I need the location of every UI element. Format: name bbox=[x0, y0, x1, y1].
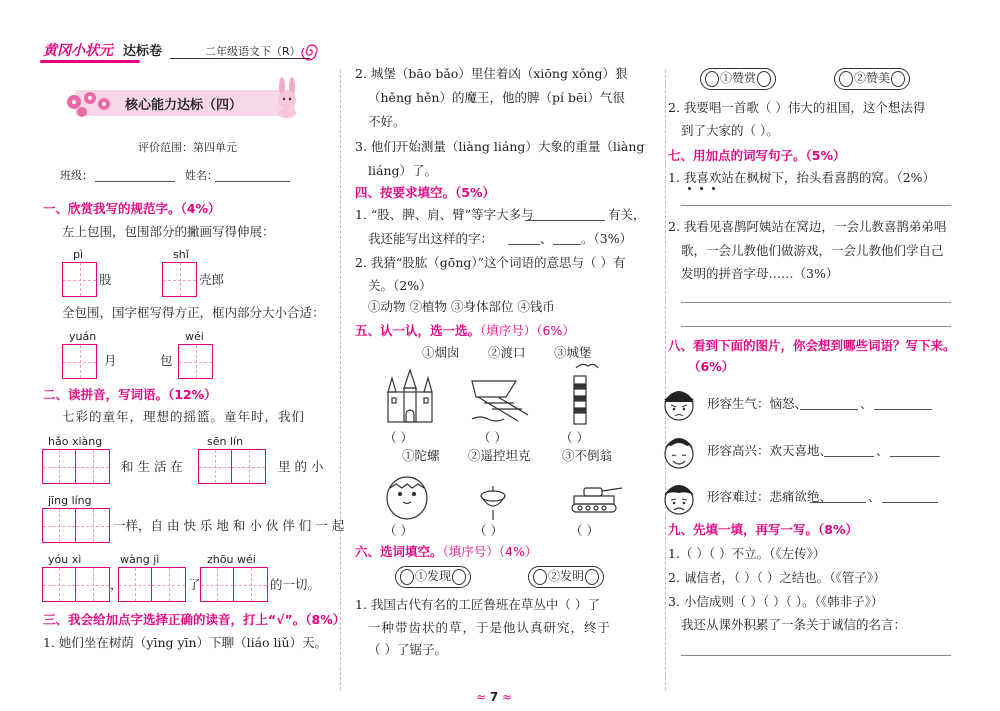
s7-q1: 1. 我喜欢站在枫树下，抬头看喜鹊的窝。（2%） bbox=[668, 170, 935, 185]
s8-blank-1b[interactable] bbox=[874, 409, 932, 410]
spiral-icon bbox=[300, 40, 322, 62]
s7-q2-answer-line-2[interactable] bbox=[681, 326, 951, 327]
s5-row2-blank-2[interactable]: （ ） bbox=[474, 523, 503, 538]
s1-pinyin-2: shǐ bbox=[173, 248, 189, 261]
s9-q2: 2. 诚信者，（ ）（ ）之结也。（《管子》） bbox=[668, 570, 886, 585]
header-rule bbox=[170, 58, 310, 59]
s8-blank-3b[interactable] bbox=[882, 502, 938, 503]
section-4-title: 四、按要求填空。（5%） bbox=[355, 185, 495, 200]
name-label: 姓名： bbox=[185, 169, 218, 182]
s2-mid2: 里 的 小 bbox=[278, 459, 324, 474]
s2-pinyin-5: wàng jì bbox=[120, 553, 160, 566]
s8-prompt-1: 形容生气：恼怒、 bbox=[707, 396, 808, 411]
r-q2a: 2. 我要唱一首歌（ ）伟大的祖国，这个想法得 bbox=[668, 100, 926, 115]
class-label: 班级： bbox=[60, 169, 93, 182]
section-7-title: 七、用加点的词写句子。（5%） bbox=[668, 148, 846, 163]
s1-pinyin-4: wéi bbox=[185, 330, 204, 343]
s5-row2-opt-3: ③不倒翁 bbox=[562, 448, 613, 463]
section-5-title bbox=[355, 321, 575, 339]
top-spinner-icon bbox=[478, 484, 508, 524]
s5-row1-blank-2[interactable]: （ ） bbox=[478, 430, 507, 445]
emphasis-dot bbox=[700, 187, 703, 190]
scope: 评价范围：第四单元 bbox=[138, 141, 237, 154]
page-number-value: 7 bbox=[489, 690, 499, 704]
section-6-title bbox=[355, 542, 537, 560]
section-8-title: 八、看到下面的图片，你会想到哪些词语？写下来。 bbox=[668, 338, 956, 353]
s6-q1c: （ ）了锯子。 bbox=[368, 642, 447, 657]
s8-blank-1a[interactable] bbox=[800, 409, 858, 410]
r-q2b: 到了大家的（ ）。 bbox=[681, 123, 779, 138]
s5-title-note: （填序号）（6%） bbox=[480, 323, 575, 338]
s3-q3b: liáng）了。 bbox=[368, 163, 438, 178]
s1-after-1: 股 bbox=[99, 272, 112, 287]
s7-q2a: 2. 我看见喜鹊阿姨站在窝边，一会儿教喜鹊弟弟唱 bbox=[668, 219, 947, 234]
s5-row1-opt-3: ③城堡 bbox=[554, 345, 592, 360]
s7-q2c: 发明的拼音字母……（3%） bbox=[681, 266, 839, 281]
page-number bbox=[476, 690, 512, 704]
brand-name: 黄冈小状元 bbox=[43, 43, 113, 59]
s4-q1b-end: 。（3%） bbox=[581, 231, 633, 246]
s2-grid-2[interactable] bbox=[198, 449, 266, 484]
s5-row2-blank-1[interactable]: （ ） bbox=[384, 523, 413, 538]
s2-mid3: 一样，自 由 快 乐 地 和 小 伙 伴 们 一 起 bbox=[113, 518, 345, 533]
s7-q2-answer-line-1[interactable] bbox=[681, 302, 951, 303]
sad-face-icon bbox=[660, 478, 698, 516]
s5-title-main: 五、认一认，选一选。 bbox=[355, 323, 481, 338]
emphasis-dot bbox=[712, 187, 715, 190]
section-9-title: 九、先填一填，再写一写。（8%） bbox=[668, 522, 858, 537]
s8-blank-3a[interactable] bbox=[810, 502, 866, 503]
s2-grid-5[interactable] bbox=[118, 567, 186, 602]
brand-underline bbox=[40, 60, 140, 63]
s2-pinyin-3: jīng líng bbox=[48, 494, 92, 507]
column-divider-1 bbox=[340, 70, 341, 690]
s6-option-2: ②发明 bbox=[528, 566, 604, 588]
s8-sep-1: 、 bbox=[860, 396, 873, 411]
s3-q2b: （hěng hěn）的魔王，他的脾（pí bēi）气很 bbox=[368, 90, 625, 105]
s3-q1: 1. 她们坐在树荫（yīng yīn）下聊（liáo liǔ）天。 bbox=[43, 635, 328, 650]
s5-row1-opt-2: ②渡口 bbox=[488, 345, 526, 360]
s1-pinyin-3: yuán bbox=[69, 330, 97, 343]
s1-grid-1[interactable] bbox=[62, 262, 97, 297]
s1-grid-3[interactable] bbox=[62, 344, 97, 379]
s2-grid-3[interactable] bbox=[42, 508, 110, 543]
s2-end: 的一切。 bbox=[270, 577, 321, 592]
s5-row1-blank-3[interactable]: （ ） bbox=[560, 430, 589, 445]
s4-q1-blank[interactable] bbox=[525, 220, 605, 221]
class-blank[interactable] bbox=[95, 181, 175, 182]
emphasis-dot bbox=[688, 187, 691, 190]
s5-row2-opt-1: ①陀螺 bbox=[402, 448, 440, 463]
s2-grid-6[interactable] bbox=[200, 567, 268, 602]
name-blank[interactable] bbox=[215, 181, 290, 182]
s2-grid-1[interactable] bbox=[42, 449, 110, 484]
angry-face-icon bbox=[660, 384, 698, 422]
s2-pinyin-6: zhōu wéi bbox=[207, 553, 256, 566]
s2-grid-4[interactable] bbox=[42, 567, 110, 602]
s1-pinyin-1: pì bbox=[73, 248, 84, 261]
s8-sep-2: 、 bbox=[876, 443, 889, 458]
s6-title-note: （填序号）（4%） bbox=[442, 544, 538, 559]
s1-after-2: 壳郎 bbox=[199, 272, 225, 287]
page-deco-right: ≈ bbox=[498, 690, 513, 704]
s6-q1b: 一种带齿状的草，于是他认真研究，终于 bbox=[368, 620, 612, 635]
s3-q2c: 不好。 bbox=[368, 114, 406, 129]
s9-q1: 1.（ ）（ ）不立。（《左传》） bbox=[668, 546, 826, 561]
s5-row2-blank-3[interactable]: （ ） bbox=[570, 523, 599, 538]
column-divider-2 bbox=[665, 70, 666, 690]
s4-q1b-sep: 、 bbox=[540, 231, 553, 246]
s8-blank-2a[interactable] bbox=[824, 456, 874, 457]
banner-title: 核心能力达标（四） bbox=[125, 98, 243, 113]
s3-q3a: 3. 他们开始测量（liàng liáng）大象的重量（liàng bbox=[355, 139, 645, 154]
r-option-1: ①赞赏 bbox=[700, 68, 776, 90]
s4-q1a: 1. “股、脾、肩、臂”等字大多与 bbox=[355, 207, 534, 222]
s4-q1a2: 有关， bbox=[608, 207, 646, 222]
s1-instr1: 左上包围，包围部分的撇画写得伸展： bbox=[62, 224, 275, 239]
s5-row1-opt-1: ①烟囱 bbox=[422, 345, 460, 360]
section-3-title: 三、我会给加点字选择正确的读音，打上“√”。（8%） bbox=[43, 612, 346, 627]
s1-after-3: 月 bbox=[104, 353, 117, 368]
s1-after-4: 包 bbox=[160, 353, 173, 368]
s4-q1b-blank-1[interactable] bbox=[508, 244, 540, 245]
s4-q2b: 关。（2%） bbox=[368, 278, 432, 293]
s1-grid-2[interactable] bbox=[162, 262, 197, 297]
s2-pinyin-1: hǎo xiàng bbox=[48, 435, 103, 448]
page-deco-left: ≈ bbox=[476, 690, 490, 704]
s2-pinyin-2: sēn lín bbox=[207, 435, 244, 448]
happy-face-icon bbox=[660, 432, 698, 470]
s1-instr2: 全包围，国字框写得方正，框内部分大小合适： bbox=[62, 305, 325, 320]
r-option-2: ②赞美 bbox=[834, 68, 910, 90]
s4-options: ①动物 ②植物 ③身体部位 ④钱币 bbox=[368, 299, 555, 314]
s6-q1a: 1. 我国古代有名的工匠鲁班在草丛中（ ）了 bbox=[355, 597, 600, 612]
s2-comma: ， bbox=[110, 577, 123, 592]
tank-icon bbox=[568, 484, 624, 514]
tumbler-icon bbox=[384, 470, 430, 520]
rabbit-icon bbox=[270, 76, 304, 118]
s5-row2-opt-2: ②遥控坦克 bbox=[468, 448, 531, 463]
s8-prompt-3: 形容难过：悲痛欲绝、 bbox=[707, 489, 833, 504]
s9-q3: 3. 小信成则（ ）（ ）（ ）。（《韩非子》） bbox=[668, 594, 884, 609]
section-1-title: 一、欣赏我写的规范字。（4%） bbox=[43, 201, 221, 216]
s9-q4: 我还从课外积累了一条关于诚信的名言： bbox=[681, 617, 907, 632]
chimney-icon bbox=[560, 362, 600, 426]
s8-sep-3: 、 bbox=[868, 489, 881, 504]
s9-answer-line[interactable] bbox=[681, 655, 951, 656]
s4-q1b-blank-2[interactable] bbox=[553, 244, 581, 245]
section-2-title: 二、读拼音，写词语。（12%） bbox=[43, 387, 217, 402]
s7-q1-answer-line[interactable] bbox=[681, 205, 951, 206]
s4-q2a: 2. 我猜“股肱（gōng）”这个词语的意思与（ ）有 bbox=[355, 255, 626, 270]
s6-option-1: ①发现 bbox=[395, 566, 471, 588]
flower-icon bbox=[62, 86, 122, 120]
s7-q2b: 歌，一会儿教他们做游戏，一会儿教他们学自己 bbox=[681, 243, 944, 258]
s2-mid1: 和 生 活 在 bbox=[121, 459, 183, 474]
s8-blank-2b[interactable] bbox=[890, 456, 940, 457]
brand-logo bbox=[43, 40, 162, 60]
grade-label: 二年级语文下（R） bbox=[205, 45, 301, 58]
s1-grid-4[interactable] bbox=[178, 344, 213, 379]
ferry-icon bbox=[468, 375, 530, 425]
s3-q2a: 2. 城堡（bāo bǎo）里住着凶（xiōng xǒng）狠 bbox=[355, 66, 628, 81]
s5-row1-blank-1[interactable]: （ ） bbox=[384, 430, 413, 445]
castle-icon bbox=[380, 368, 440, 426]
section-8-title-2: （6%） bbox=[688, 359, 735, 374]
s8-prompt-2: 形容高兴：欢天喜地、 bbox=[707, 443, 833, 458]
s6-title-main: 六、选词填空。 bbox=[355, 544, 443, 559]
s2-le: 了 bbox=[188, 577, 201, 592]
s2-text1: 七彩的童年，理想的摇篮。童年时，我们 bbox=[62, 409, 306, 424]
brand-sub: 达标卷 bbox=[122, 44, 162, 59]
s2-pinyin-4: yóu xì bbox=[48, 553, 82, 566]
s4-q1b: 我还能写出这样的字： bbox=[368, 231, 494, 246]
